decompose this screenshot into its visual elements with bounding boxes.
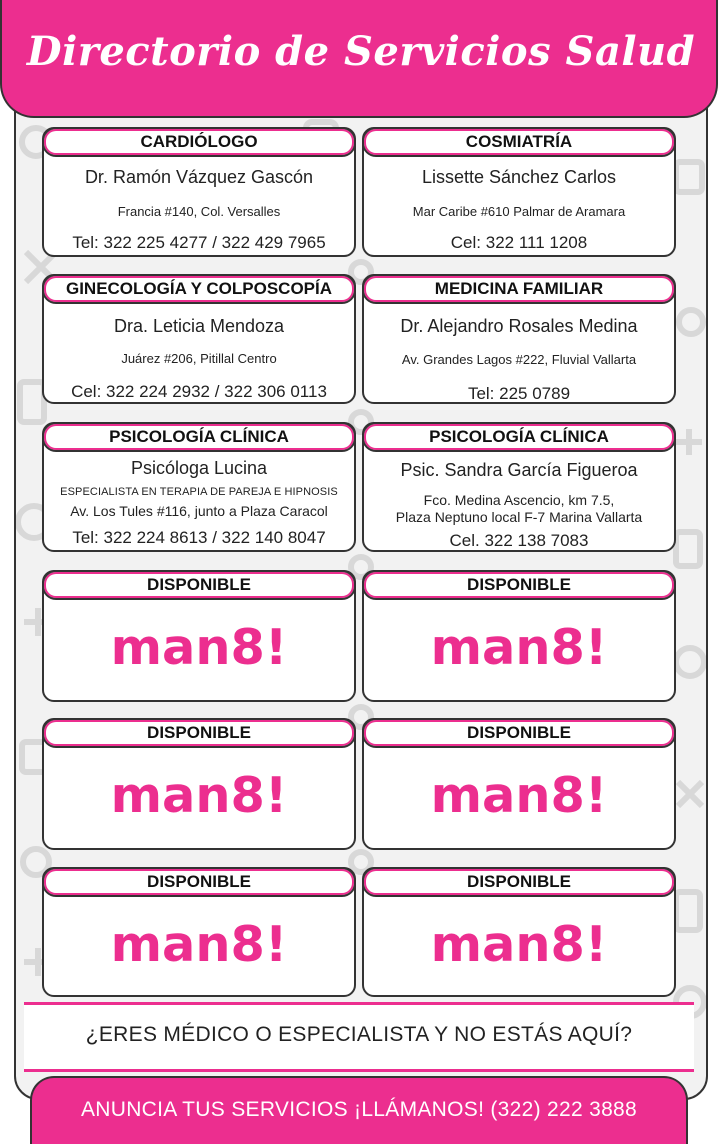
- man8-logo: [44, 909, 354, 979]
- card-title: DISPONIBLE: [42, 570, 356, 600]
- address: Av. Grandes Lagos #222, Fluvial Vallarta: [401, 352, 637, 367]
- card-title: DISPONIBLE: [42, 718, 356, 748]
- service-card-cosmiatria: [362, 127, 676, 257]
- man8-logo: [44, 760, 354, 830]
- man8-logo: [364, 612, 674, 682]
- question-bar: [24, 1002, 694, 1072]
- doctor-name: Dra. Leticia Mendoza: [113, 316, 285, 336]
- service-card-psicologia-1: [42, 422, 356, 552]
- phone: Cel. 322 138 7083: [449, 531, 589, 550]
- card-title: CARDIÓLOGO: [42, 127, 356, 157]
- service-card-ginecologia: [42, 274, 356, 404]
- svg-text:man8!: man8!: [430, 914, 608, 973]
- card-title: DISPONIBLE: [42, 867, 356, 897]
- address-line-1: Fco. Medina Ascencio, km 7.5,: [423, 492, 615, 508]
- man8-logo: [364, 760, 674, 830]
- card-title: MEDICINA FAMILIAR: [362, 274, 676, 304]
- address: Francia #140, Col. Versalles: [117, 204, 281, 219]
- svg-text:man8!: man8!: [430, 617, 608, 676]
- available-slot: [42, 718, 356, 850]
- specialty: ESPECIALISTA EN TERAPIA DE PAREJA E HIPNOSIS: [60, 486, 338, 498]
- cta-text: ANUNCIA TUS SERVICIOS ¡LLÁMANOS! (322) 222 3888: [80, 1098, 638, 1121]
- page-title: Directorio de Servicios Salud: [26, 28, 696, 75]
- doctor-name: Lissette Sánchez Carlos: [421, 167, 617, 187]
- cta-banner: [30, 1076, 688, 1144]
- card-title: GINECOLOGÍA Y COLPOSCOPÍA: [42, 274, 356, 304]
- address: Av. Los Tules #116, junto a Plaza Caracol: [70, 503, 328, 519]
- available-slot: [362, 718, 676, 850]
- phone: Cel: 322 111 1208: [450, 233, 588, 252]
- card-title: COSMIATRÍA: [362, 127, 676, 157]
- available-slot: [42, 570, 356, 702]
- card-title: PSICOLOGÍA CLÍNICA: [362, 422, 676, 452]
- doctor-name: Psic. Sandra García Figueroa: [400, 460, 638, 480]
- doctor-name: Dr. Alejandro Rosales Medina: [400, 316, 638, 336]
- man8-logo: [44, 612, 354, 682]
- service-card-medicina-familiar: [362, 274, 676, 404]
- service-card-cardiologo: [42, 127, 356, 257]
- available-slot: [42, 867, 356, 997]
- available-slot: [362, 867, 676, 997]
- address: Juárez #206, Pitillal Centro: [121, 351, 277, 366]
- phone: Tel: 322 225 4277 / 322 429 7965: [72, 233, 326, 252]
- card-title: PSICOLOGÍA CLÍNICA: [42, 422, 356, 452]
- service-card-psicologia-2: [362, 422, 676, 552]
- phone: Tel: 225 0789: [467, 384, 571, 403]
- question-text: ¿ERES MÉDICO O ESPECIALISTA Y NO ESTÁS AQUÍ?: [85, 1023, 633, 1046]
- man8-logo: [364, 909, 674, 979]
- header-banner: [0, 0, 718, 118]
- address-line-2: Plaza Neptuno local F-7 Marina Vallarta: [395, 509, 643, 525]
- doctor-name: Psicóloga Lucina: [130, 458, 268, 478]
- card-title: DISPONIBLE: [362, 867, 676, 897]
- doctor-name: Dr. Ramón Vázquez Gascón: [84, 167, 314, 187]
- phone: Tel: 322 224 8613 / 322 140 8047: [72, 528, 326, 547]
- svg-text:man8!: man8!: [110, 765, 288, 824]
- card-title: DISPONIBLE: [362, 718, 676, 748]
- phone: Cel: 322 224 2932 / 322 306 0113: [71, 382, 327, 401]
- svg-text:man8!: man8!: [110, 914, 288, 973]
- svg-text:man8!: man8!: [430, 765, 608, 824]
- svg-text:man8!: man8!: [110, 617, 288, 676]
- address: Mar Caribe #610 Palmar de Aramara: [412, 204, 626, 219]
- card-title: DISPONIBLE: [362, 570, 676, 600]
- available-slot: [362, 570, 676, 702]
